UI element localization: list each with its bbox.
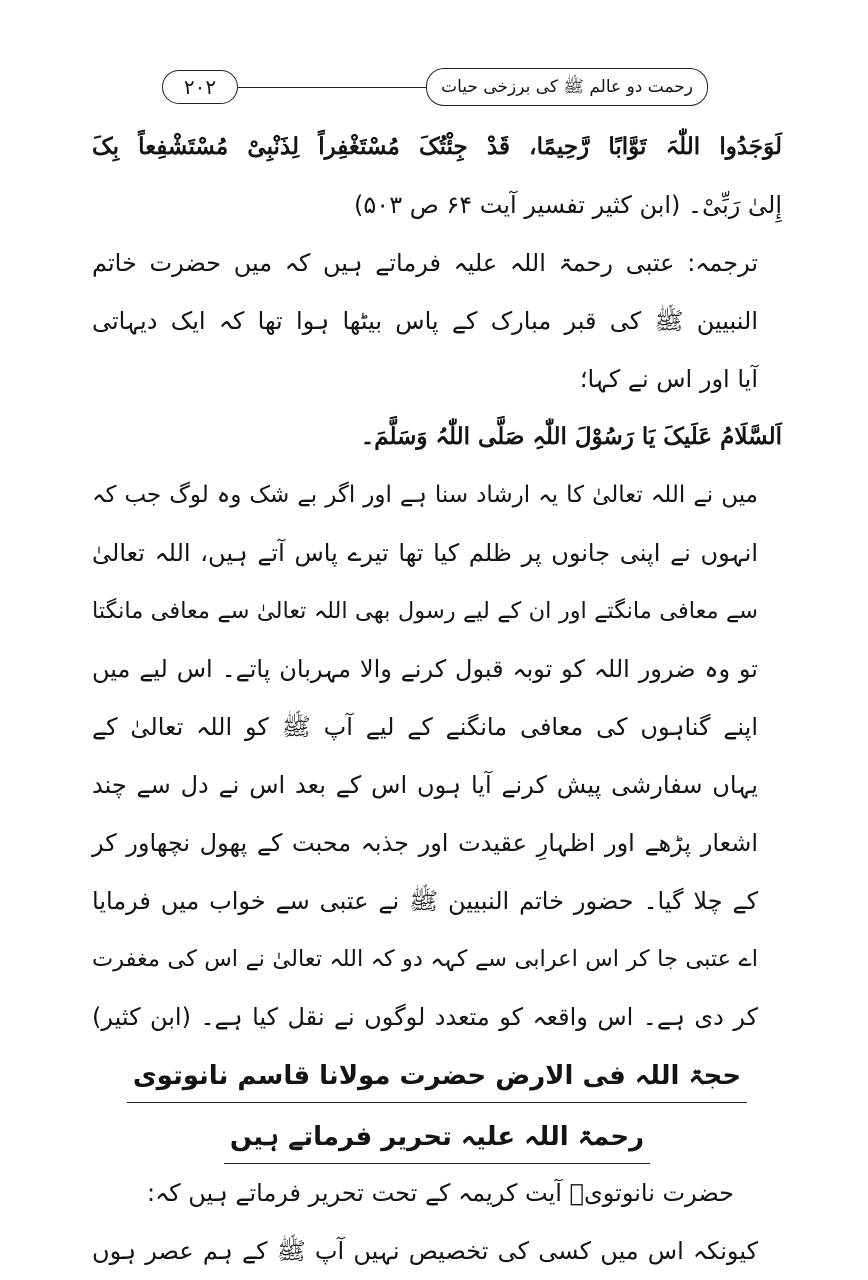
page-number: ۲۰۲ [162, 70, 238, 104]
arabic-salutation-line: اَلسَّلَامُ عَلَیکَ یَا رَسُوْلَ اللّٰہِ صَلَّی اللّٰہُ وَسَلَّمَ۔ [360, 423, 782, 450]
text-line: اپنے گناہوں کی معافی مانگنے کے لیے آپ ﷺ کو اللہ تعالیٰ کے [92, 713, 758, 741]
section-heading-1-wrap [92, 1050, 782, 1103]
text-line: میں نے اللہ تعالیٰ کا یہ ارشاد سنا ہے اور اگر بے شک وہ لوگ جب کہ [92, 482, 758, 508]
page-header [150, 68, 710, 106]
section-heading: حجۃ اللہ فی الارض حضرت مولانا قاسم نانوتوی [127, 1050, 747, 1103]
text-line: اے عتبی جا کر اس اعرابی سے کہہ دو کہ اللہ تعالیٰ نے اس کی مغفرت [92, 946, 758, 972]
text-line: یہاں سفارشی پیش کرنے آیا ہوں اس کے بعد اس نے دل سے چند [92, 771, 758, 799]
section-subheading: رحمۃ اللہ علیہ تحریر فرماتے ہیں [224, 1111, 650, 1164]
text-line: اشعار پڑھے اور اظہارِ عقیدت اور جذبہ محبت کے پھول نچھاور کر [92, 829, 758, 857]
text-line: کے چلا گیا۔ حضور خاتم النبیین ﷺ نے عتبی سے خواب میں فرمایا [92, 887, 758, 915]
text-line: ترجمہ: عتبی رحمۃ اللہ علیہ فرماتے ہیں کہ میں حضرت خاتم [92, 249, 758, 277]
running-title: رحمت دو عالم ﷺ کی برزخی حیات [426, 68, 708, 106]
arabic-verse-line: لَوَجَدُوا اللّٰہَ تَوَّابًا رَّحِیمًا، قَدْ جِئْتُکَ مُسْتَغْفِراً لِذَنْبِیْ مُسْتَشْفِعاً بِکَ [92, 133, 782, 160]
text-line: تو وہ ضرور اللہ کو توبہ قبول کرنے والا مہربان پاتے۔ اس لیے میں [92, 655, 758, 683]
text-line: آیا اور اس نے کہا؛ [579, 365, 758, 393]
page-body [92, 118, 782, 1280]
text-line: سے معافی مانگتے اور ان کے لیے رسول بھی اللہ تعالیٰ سے معافی مانگتا [92, 598, 758, 624]
citation-line: إِلیٰ رَبِّیْ۔ (ابن کثیر تفسیر آیت ۶۴ ص ۵۰۳) [354, 191, 782, 219]
text-line: کیونکہ اس میں کسی کی تخصیص نہیں آپ ﷺ کے ہم عصر ہوں [92, 1237, 758, 1265]
section-heading-2-wrap [92, 1111, 782, 1164]
text-line: انہوں نے اپنی جانوں پر ظلم کیا تھا تیرے پاس آتے ہیں، اللہ تعالیٰ [92, 539, 758, 567]
text-line: النبیین ﷺ کی قبر مبارک کے پاس بیٹھا ہوا تھا کہ ایک دیہاتی [92, 307, 758, 335]
text-line: حضرت نانوتویؒ آیت کریمہ کے تحت تحریر فرماتے ہیں کہ: [146, 1179, 734, 1207]
text-line: کر دی ہے۔ اس واقعہ کو متعدد لوگوں نے نقل کیا ہے۔ (ابن کثیر) [92, 1003, 758, 1031]
